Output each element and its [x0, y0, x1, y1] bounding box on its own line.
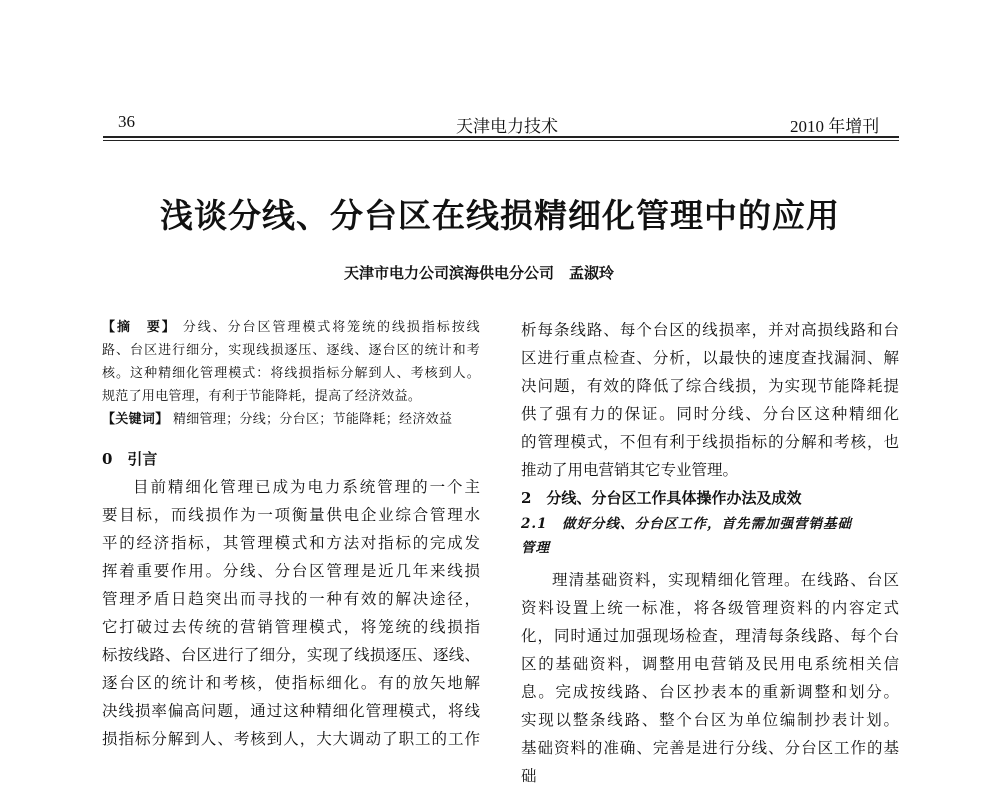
left-column: [102, 316, 480, 753]
issue-label: 2010 年增刊: [790, 117, 880, 136]
body-line: 平的经济指标，其管理模式和方法对指标的完成发: [102, 534, 480, 552]
body-line: 它打破过去传统的营销管理模式，将笼统的线损指: [102, 618, 480, 636]
body-line: 基础资料的准确、完善是进行分线、分台区工作的基: [521, 739, 899, 757]
body-line: 息。完成按线路、台区抄表本的重新调整和划分。: [521, 683, 899, 701]
author-affiliation: 天津市电力公司滨海供电分公司 孟淑玲: [344, 264, 615, 282]
body-line: 区的基础资料，调整用电营销及民用电系统相关信: [521, 655, 899, 673]
body-line: 损指标分解到人、考核到人，大大调动了职工的工作: [102, 730, 480, 748]
keywords-line: [102, 408, 480, 431]
body-line: 资料设置上统一标准，将各级管理资料的内容定式: [521, 599, 899, 617]
body-line: 化，同时通过加强现场检查，理清每条线路、每个台: [521, 627, 899, 645]
body-line: 供了强有力的保证。同时分线、分台区这种精细化: [521, 405, 899, 423]
keywords-label: 【关键词】: [102, 412, 169, 427]
keywords-text: 精细管理；分线；分台区；节能降耗；经济效益: [172, 412, 453, 427]
body-line: 理清基础资料，实现精细化管理。在线路、台区: [552, 571, 899, 589]
body-line: 逐台区的统计和考核，使指标细化。有的放矢地解: [102, 674, 480, 692]
abstract-label: 【摘 要】: [102, 320, 177, 335]
body-line: 区进行重点检查、分析，以最快的速度查找漏洞、解: [521, 349, 899, 367]
body-line: 目前精细化管理已成为电力系统管理的一个主: [133, 478, 480, 496]
body-line: 管理矛盾日趋突出而寻找的一种有效的解决途径，: [102, 590, 480, 608]
header-rule-thick: [103, 136, 899, 138]
section-0-heading: 0 引言: [102, 450, 158, 468]
body-line: 的管理模式，不但有利于线损指标的分解和考核，也: [521, 433, 899, 451]
body-line: 础: [521, 767, 537, 785]
abstract-line-1: 【摘 要】 分线、分台区管理模式将笼统的线损指标按线: [102, 320, 480, 335]
body-line: 决线损率偏高问题，通过这种精细化管理模式，将线: [102, 702, 480, 720]
body-line: 挥着重要作用。分线、分台区管理是近几年来线损: [102, 562, 480, 580]
body-line: 标按线路、台区进行了细分，实现了线损逐压、逐线、: [102, 646, 480, 664]
abstract-line: 路、台区进行细分，实现线损逐压、逐线、逐台区的统计和考: [102, 343, 480, 358]
abstract-line: 核。这种精细化管理模式：将线损指标分解到人、考核到人。: [102, 366, 480, 381]
subsection-2-1-heading: 2.1 做好分线、分台区工作，首先需加强营销基础: [521, 516, 852, 532]
body-line: 决问题，有效的降低了综合线损，为实现节能降耗提: [521, 377, 899, 395]
body-line: 析每条线路、每个台区的线损率，并对高损线路和台: [521, 321, 899, 339]
page-number: 36: [118, 112, 135, 131]
journal-name: 天津电力技术: [456, 117, 558, 136]
paper-title: 浅谈分线、分台区在线损精细化管理中的应用: [160, 196, 840, 235]
body-line: 推动了用电营销其它专业管理。: [521, 461, 739, 479]
body-line: 实现以整条线路、整个台区为单位编制抄表计划。: [521, 711, 899, 729]
subsection-2-1-heading-cont: 管理: [521, 540, 550, 556]
section-2-heading: 2 分线、分台区工作具体操作办法及成效: [521, 489, 802, 507]
header-rule-thin: [103, 140, 899, 141]
body-line: 要目标，而线损作为一项衡量供电企业综合管理水: [102, 506, 480, 524]
right-column: [521, 316, 899, 790]
abstract-line: 规范了用电管理，有利于节能降耗，提高了经济效益。: [102, 389, 422, 404]
